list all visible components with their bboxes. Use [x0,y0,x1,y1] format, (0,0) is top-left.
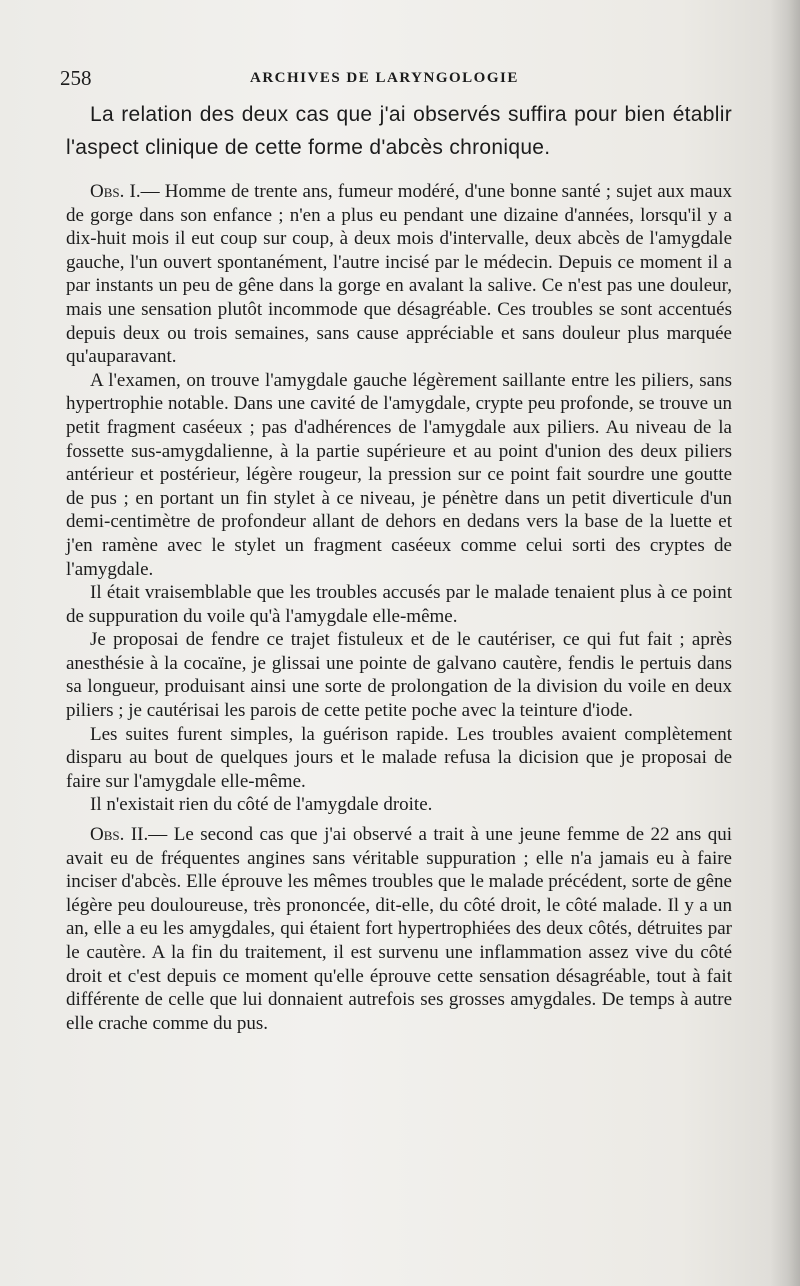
page-edge-shadow [770,0,800,1286]
observation-1-label: Obs. I. [90,181,141,202]
observation-1-paragraph: Il était vraisemblable que les troubles accusés par le malade tenaient plus à ce point de suppuration du voile qu'à l'amygdale elle-même. [66,582,732,627]
observation-1-paragraph: Les suites furent simples, la guérison rapide. Les troubles avaient complètement disparu au bout de quelques jours et le malade refusa la dicision que je proposai de faire sur l'amygdale elle-même. [66,723,732,792]
journal-title: ARCHIVES DE LARYNGOLOGIE [250,70,519,86]
observation-1-text: — Homme de trente ans, fumeur modéré, d'une bonne santé ; sujet aux maux de gorge dans son enfance ; n'en a plus eu pendant une dizaine d'années, lorsqu'il y a dix-huit mois il eut coup sur coup, à deux mois d'intervalle, deux abcès de l'amygdale gauche, l'un ouvert spontanément, l'autre incisé par le médecin. Depuis ce moment il a par instants un peu de gêne dans la gorge en avalant la salive. Ce n'est pas une douleur, mais une sensation plutôt incommode que désagréable. Ces troubles se sont accentués depuis deux ou trois semaines, sans cause appréciable et sans douleur plus marquée qu'auparavant. [66,181,733,368]
observation-1-paragraph: Il n'existait rien du côté de l'amygdale droite. [90,794,433,816]
running-head [60,66,728,94]
observation-1-first-paragraph [66,180,732,369]
observation-2-text: — Le second cas que j'ai observé a trait à une jeune femme de 22 ans qui avait eu de fréquentes angines sans véritable suppuration ; elle n'a jamais eu à faire inciser d'abcès. Elle éprouve les mêmes troubles que le malade précédent, sorte de gêne légère peu douloureuse, très prononcée, dit-elle, du côté droit, le côté malade. Il y a un an, elle a eu les amygdales, qui étaient fort hypertrophiées des deux côtés, détruites par le cautère. A la fin du traitement, il est survenu une inflammation assez vive du côté droit et c'est depuis ce moment qu'elle éprouve cette sensation désagréable, tout à fait différente de celle que lui donnaient autrefois ses grosses amygdales. De temps à autre elle crache comme du pus. [66,824,733,1034]
page-number: 258 [60,66,92,90]
observation-1-paragraph: A l'examen, on trouve l'amygdale gauche légèrement saillante entre les piliers, sans hypertrophie notable. Dans une cavité de l'amygdale, crypte peu profonde, se trouve un petit fragment caséeux ; pas d'adhérences de l'amygdale aux piliers. Au niveau de la fossette sus-amygdalienne, à la partie supérieure et au point d'union des deux piliers antérieur et postérieur, légère rougeur, la pression sur ce point fait sourdre une goutte de pus ; en portant un fin stylet à ce niveau, je pénètre dans un petit diverticule d'un demi-centimètre de profondeur allant de dehors en dedans vers la base de la luette et j'en ramène avec le stylet un fragment caséeux comme celui sorti des cryptes de l'amygdale. [66,369,732,580]
observation-1-paragraph: Je proposai de fendre ce trajet fistuleux et de le cautériser, ce qui fut fait ; après anesthésie à la cocaïne, je glissai une pointe de galvano cautère, fendis le pertuis dans sa longueur, produisant ainsi une sorte de prolongation de la division du voile en deux piliers ; je cautérisai les parois de cette petite poche avec la teinture d'iode. [66,629,732,722]
observation-2-label: Obs. II. [90,824,149,846]
observation-2-paragraph [66,823,732,1035]
intro-paragraph: La relation des deux cas que j'ai observés suffira pour bien établir l'aspect clinique de cette forme d'abcès chronique. [66,103,732,159]
page-body [66,98,732,1035]
